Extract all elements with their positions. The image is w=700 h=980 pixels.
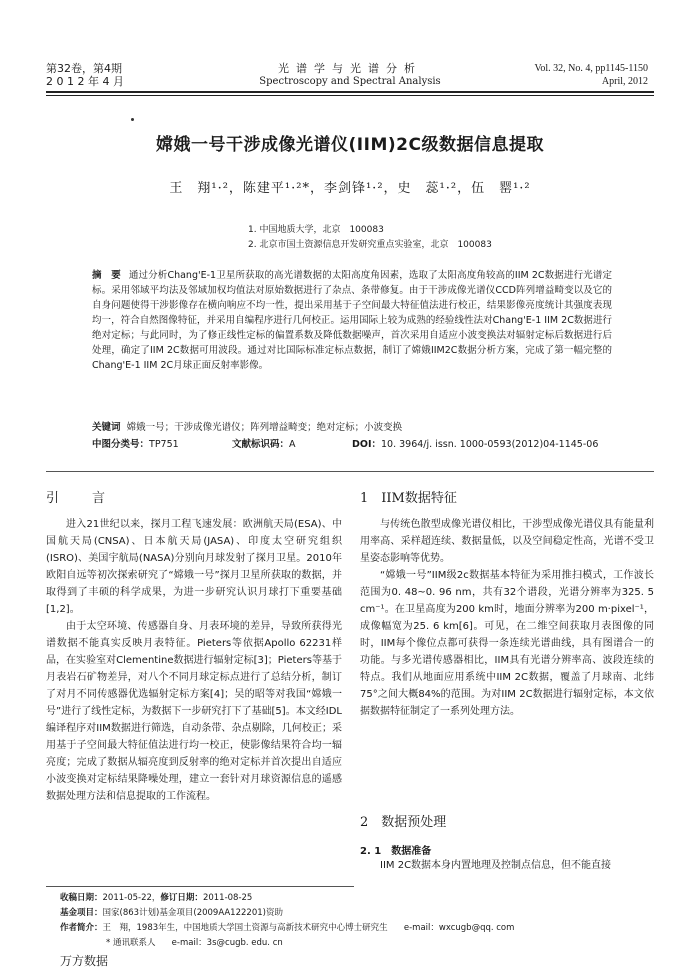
section-1-heading: 1 IIM数据特征 bbox=[360, 491, 457, 506]
affiliation-2: 2. 北京市国土资源信息开发研究重点实验室，北京 100083 bbox=[248, 240, 492, 250]
watermark-text: 万方数据 bbox=[60, 954, 109, 968]
bio-line bbox=[60, 921, 514, 936]
corr-email: e-mail：3s@cugb. edu. cn bbox=[171, 938, 283, 948]
decorative-dot bbox=[131, 118, 134, 121]
left-paragraph-1: 进入21世纪以来，探月工程飞速发展：欧洲航天局(ESA)、中国航天局(CNSA)、日本航天局(JASA)、印度太空研究组织(ISRO)、美国宇航局(NASA)分别向月球发射了探月卫星。2010年欧阳自远等初次探索研究了“嫦娥一号”探月卫星所获取的数据，并取得到了丰硕的科学成果，为进一步研究认识月球打下重要基础[1,2]。 bbox=[46, 519, 342, 615]
received-date: 2011-05-22， bbox=[102, 893, 161, 903]
corr-line bbox=[60, 936, 514, 951]
volume-issue: 第32卷，第4期 bbox=[46, 62, 122, 75]
footnotes bbox=[60, 891, 514, 951]
doi-label: DOI： bbox=[352, 439, 381, 450]
fund-line bbox=[60, 906, 514, 921]
keywords-label: 关键词 bbox=[92, 422, 121, 433]
left-paragraph-2: 由于太空环境、传感器自身、月表环境的差异，导致所获得光谱数据不能真实反映月表特征。Pieters等依据Apollo 62231样品，在实验室对Clementine数据进行辐射定标[3]；Pieters等基于月表岩石矿物差异，对八个不同月球定标点进行了总结分析，制订了对月不同传感器优选辐射定标方案[4]；吴的昭等对我国“嫦娥一号”进行了线性定标，为数据下一步研究打下了基础[5]。本文经IDL编译程序对IIM数据进行筛选，自动条带、杂点剔除，几何校正；采用基于子空间最大特征值法进行均一校正，使影像结果符合均一辐亮度；完成了数据从辐亮度到反射率的绝对定标并首次提出自适应小波变换对定标结果降噪处理，建立一套针对月球资源信息的遥感数据处理方法和信息提取的工作流程。 bbox=[46, 621, 342, 802]
author-list: 王 翔¹·²，陈建平¹·²*，李剑锋¹·²，史 蕊¹·²，伍 罂¹·² bbox=[169, 181, 531, 196]
affiliation-1: 1. 中国地质大学，北京 100083 bbox=[248, 225, 384, 235]
revised-label: 修订日期： bbox=[160, 893, 203, 903]
year-month: 2 0 1 2 年 4 月 bbox=[46, 75, 124, 88]
footnote-rule bbox=[46, 886, 354, 887]
received-label: 收稿日期： bbox=[60, 893, 103, 903]
doc-code-value: A bbox=[289, 439, 296, 450]
clc-label: 中图分类号： bbox=[92, 439, 150, 450]
affiliations bbox=[248, 223, 492, 253]
section-divider bbox=[46, 471, 654, 472]
corr-label: * 通讯联系人 bbox=[106, 938, 156, 948]
section-2-heading: 2 数据预处理 bbox=[360, 815, 447, 830]
paper-title: 嫦娥一号干涉成像光谱仪(IIM)2C级数据信息提取 bbox=[156, 135, 544, 155]
journal-title-cn: 光谱学与光谱分析 bbox=[278, 62, 422, 75]
bio-label: 作者简介： bbox=[60, 923, 103, 933]
right-paragraph-3: IIM 2C数据本身内置地理及控制点信息，但不能直接 bbox=[380, 860, 612, 871]
intro-heading: 引 言 bbox=[46, 491, 116, 506]
right-column-continued bbox=[360, 857, 654, 874]
running-header-right bbox=[534, 62, 648, 88]
volume-pages: Vol. 32, No. 4, pp1145-1150 bbox=[534, 63, 648, 74]
abstract-text: 通过分析Chang'E-1卫星所获取的高光谱数据的太阳高度角因素，选取了太阳高度角较高的IIM 2C数据进行光谱定标。采用邻域平均法及邻域加权均值法对原始数据进行了杂点、条带修复。由于干涉成像光谱仪CCD阵列增益畸变以及它的自身问题使得干涉影像存在横向响应不均一性，提出采用基于子空间最大特征值法进行校正，结果影像亮度统计其强度表现均一，符合自然图像特征，并采用自编程序进行几何校正。运用国际上较为成熟的经验线性法对Chang'E-1 IIM 2C数据进行绝对定标；与此同时，为了修正线性定标的偏置系数及降低数据噪声，首次采用自适应小波变换法对辐射定标后数据进行后处理，确定了IIM 2C数据可用波段。通过对比国际标准定标点数据，制订了嫦娥IIM2C数据分析方案，完成了第一幅完整的Chang'E-1 IIM 2C月球正面反射率影像。 bbox=[92, 270, 612, 371]
revised-date: 2011-08-25 bbox=[202, 893, 253, 903]
classification-line bbox=[92, 437, 612, 452]
left-column bbox=[46, 516, 342, 805]
bio-email: e-mail：wxcugb@qq. com bbox=[403, 923, 515, 933]
abstract bbox=[92, 268, 612, 373]
clc-value: TP751 bbox=[149, 439, 179, 450]
dates-line bbox=[60, 891, 514, 906]
right-column bbox=[360, 516, 654, 720]
issue-date: April, 2012 bbox=[601, 76, 648, 87]
abstract-label: 摘 要 bbox=[92, 270, 121, 281]
header-rule-thin bbox=[46, 95, 654, 96]
journal-title-en: Spectroscopy and Spectral Analysis bbox=[259, 76, 441, 87]
section-2-1-heading: 2. 1 数据准备 bbox=[360, 846, 432, 857]
fund-text: 国家(863计划)基金项目(2009AA122201)资助 bbox=[102, 908, 283, 918]
doc-code-label: 文献标识码： bbox=[232, 439, 290, 450]
header-rule bbox=[46, 91, 654, 93]
keywords-text: 嫦娥一号；干涉成像光谱仪；阵列增益畸变；绝对定标；小波变换 bbox=[126, 422, 403, 433]
fund-label: 基金项目： bbox=[60, 908, 103, 918]
doi-value: 10. 3964/j. issn. 1000-0593(2012)04-1145-06 bbox=[381, 439, 599, 450]
keywords bbox=[92, 420, 612, 435]
right-paragraph-1: 与传统色散型成像光谱仪相比，干涉型成像光谱仪具有能量利用率高、采样超连续、数据量低，以及空间稳定性高，光谱不受卫星姿态影响等优势。 bbox=[360, 519, 654, 564]
right-paragraph-2: “嫦娥一号”IIM级2c数据基本特征为采用推扫模式，工作波长范围为0. 48~0. 96 nm，共有32个谱段，光谱分辨率为325. 5 cm⁻¹。在卫星高度为200 km时，地面分辨率为200 m·pixel⁻¹，成像幅宽为25. 6 km[6]。可见，在二维空间获取月表图像的同时，IIM每个像位点都可获得一条连续光谱曲线，具有图谱合一的功能。与多光谱传感器相比，IIM具有光谱分辨率高、波段连续的特点。我们从地面应用系统中IIM 2C数据，覆盖了月球南、北纬75°之间大概84%的范围。为对IIM 2C数据进行辐射定标，本文依据数据特征制定了一系列处理方法。 bbox=[360, 570, 654, 717]
bio-text: 王 翔，1983年生，中国地质大学国土资源与高新技术研究中心博士研究生 bbox=[102, 923, 388, 933]
